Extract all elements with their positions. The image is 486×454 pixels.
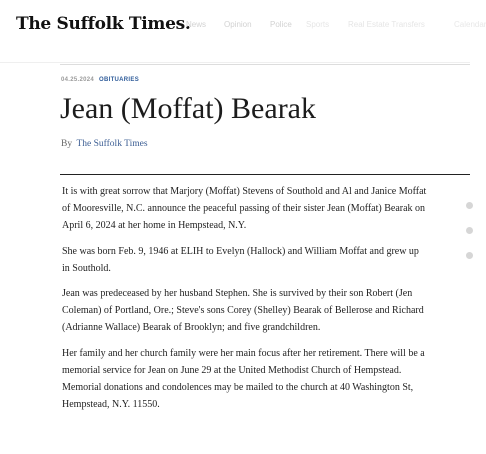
byline (61, 139, 148, 149)
nav-item-news[interactable]: News (186, 20, 207, 29)
share-icon[interactable] (466, 202, 473, 209)
content-divider (60, 64, 470, 65)
author-link[interactable]: The Suffolk Times (76, 139, 148, 149)
main-nav (186, 20, 486, 36)
byline-prefix: By (61, 139, 73, 149)
nav-item-police[interactable]: Police (270, 20, 292, 29)
share-icon[interactable] (466, 227, 473, 234)
article-meta (61, 77, 139, 83)
category-link[interactable]: OBITUARIES (99, 77, 140, 83)
article-paragraph: She was born Feb. 9, 1946 at ELIH to Evelyn (Hallock) and William Moffat and grew up in Southold. (62, 245, 419, 274)
share-icon[interactable] (466, 252, 473, 259)
article-paragraph: Her family and her church family were her main focus after her retirement. There will be a memorial service for Jean on June 29 at the United Methodist Church of Hempstead. Memorial donations and condolences may be mailed to the church at 40 Washington St, Hempstead, N.Y. 11550. (62, 347, 425, 411)
header-divider (0, 62, 470, 63)
article-divider (60, 174, 470, 175)
site-header (0, 0, 486, 52)
nav-item-sports[interactable]: Sports (306, 20, 330, 29)
article-paragraph: Jean was predeceased by her husband Stephen. She is survived by their son Robert (Jen Coleman) of Portland, Ore.; Steve's sons Corey (Shelley) Bearak of Bellerose and Richard (Adrianne Wallace) Bearak of Brooklyn; and five grandchildren. (62, 288, 424, 334)
nav-item-real-estate[interactable]: Real Estate Transfers (348, 20, 425, 29)
site-logo[interactable]: The Suffolk Times. (16, 14, 191, 34)
nav-item-calendar[interactable]: Calendar (454, 20, 486, 29)
article-body (62, 183, 427, 421)
nav-item-opinion[interactable]: Opinion (224, 20, 252, 29)
article-paragraph: It is with great sorrow that Marjory (Moffat) Stevens of Southold and Al and Janice Moffat of Mooresville, N.C. announce the peaceful passing of their sister Jean (Moffat) Bearak on April 6, 2024 at her home in Hempstead, N.Y. (62, 186, 427, 232)
publish-date: 04.25.2024 (61, 77, 95, 83)
article-title: Jean (Moffat) Bearak (60, 92, 316, 125)
